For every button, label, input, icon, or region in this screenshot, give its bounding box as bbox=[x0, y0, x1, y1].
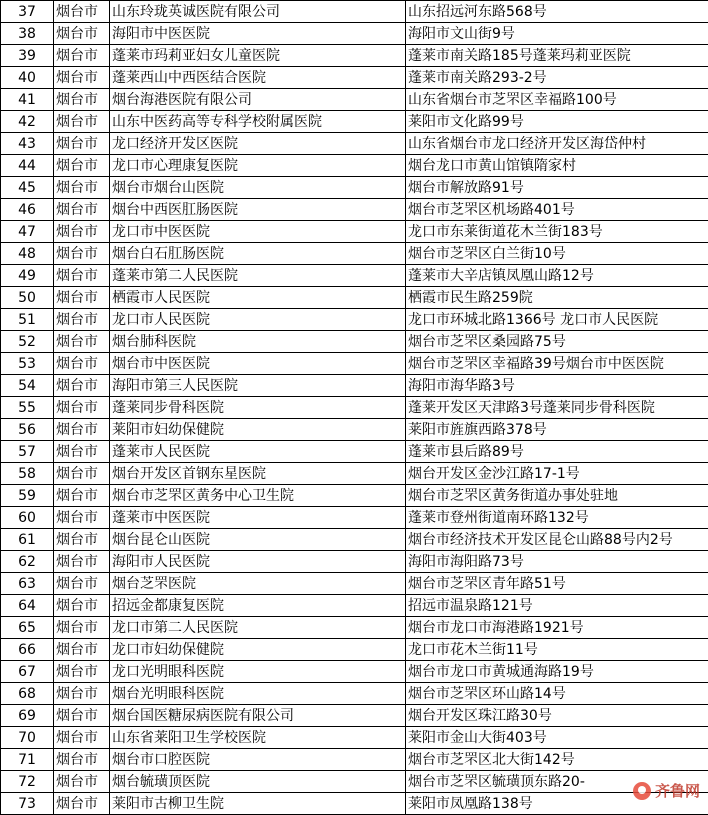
hospital-name-cell: 蓬莱市第二人民医院 bbox=[110, 265, 406, 287]
city-cell: 烟台市 bbox=[54, 243, 110, 265]
address-cell: 烟台市芝罘区青年路51号 bbox=[406, 573, 708, 595]
address-cell: 烟台市芝罘区环山路14号 bbox=[406, 683, 708, 705]
city-cell: 烟台市 bbox=[54, 441, 110, 463]
hospital-name-cell: 烟台海港医院有限公司 bbox=[110, 89, 406, 111]
city-cell: 烟台市 bbox=[54, 375, 110, 397]
city-cell: 烟台市 bbox=[54, 463, 110, 485]
table-row bbox=[1, 595, 708, 617]
row-number: 70 bbox=[1, 727, 54, 749]
table-row bbox=[1, 419, 708, 441]
table-row bbox=[1, 67, 708, 89]
city-cell: 烟台市 bbox=[54, 771, 110, 793]
row-number: 59 bbox=[1, 485, 54, 507]
city-cell: 烟台市 bbox=[54, 331, 110, 353]
table-row bbox=[1, 199, 708, 221]
row-number: 43 bbox=[1, 133, 54, 155]
hospital-name-cell: 烟台白石肛肠医院 bbox=[110, 243, 406, 265]
qilu-logo-icon bbox=[633, 782, 651, 800]
row-number: 46 bbox=[1, 199, 54, 221]
address-cell: 烟台市芝罘区白兰街10号 bbox=[406, 243, 708, 265]
city-cell: 烟台市 bbox=[54, 551, 110, 573]
hospital-name-cell: 龙口市妇幼保健院 bbox=[110, 639, 406, 661]
hospital-name-cell: 山东玲珑英诚医院有限公司 bbox=[110, 1, 406, 23]
hospital-name-cell: 龙口市第二人民医院 bbox=[110, 617, 406, 639]
row-number: 47 bbox=[1, 221, 54, 243]
hospital-name-cell: 烟台毓璜顶医院 bbox=[110, 771, 406, 793]
table-row bbox=[1, 705, 708, 727]
table-row bbox=[1, 683, 708, 705]
hospital-name-cell: 烟台开发区首钢东星医院 bbox=[110, 463, 406, 485]
table-row bbox=[1, 573, 708, 595]
table-row bbox=[1, 617, 708, 639]
city-cell: 烟台市 bbox=[54, 419, 110, 441]
address-cell: 蓬莱市县后路89号 bbox=[406, 441, 708, 463]
table-row bbox=[1, 331, 708, 353]
city-cell: 烟台市 bbox=[54, 23, 110, 45]
hospital-name-cell: 山东省莱阳卫生学校医院 bbox=[110, 727, 406, 749]
row-number: 50 bbox=[1, 287, 54, 309]
hospital-name-cell: 莱阳市妇幼保健院 bbox=[110, 419, 406, 441]
table-row bbox=[1, 23, 708, 45]
address-cell: 海阳市海阳路73号 bbox=[406, 551, 708, 573]
city-cell: 烟台市 bbox=[54, 507, 110, 529]
hospital-name-cell: 栖霞市人民医院 bbox=[110, 287, 406, 309]
row-number: 57 bbox=[1, 441, 54, 463]
table-row bbox=[1, 463, 708, 485]
hospital-name-cell: 烟台市烟台山医院 bbox=[110, 177, 406, 199]
city-cell: 烟台市 bbox=[54, 309, 110, 331]
address-cell: 烟台开发区珠江路30号 bbox=[406, 705, 708, 727]
table-row bbox=[1, 507, 708, 529]
address-cell: 蓬莱开发区天津路3号蓬莱同步骨科医院 bbox=[406, 397, 708, 419]
address-cell: 招远市温泉路121号 bbox=[406, 595, 708, 617]
table-row bbox=[1, 485, 708, 507]
address-cell: 莱阳市文化路99号 bbox=[406, 111, 708, 133]
address-cell: 烟台市龙口市海港路1921号 bbox=[406, 617, 708, 639]
city-cell: 烟台市 bbox=[54, 749, 110, 771]
table-row bbox=[1, 397, 708, 419]
hospital-name-cell: 蓬莱西山中西医结合医院 bbox=[110, 67, 406, 89]
table-row bbox=[1, 529, 708, 551]
city-cell: 烟台市 bbox=[54, 199, 110, 221]
table-row bbox=[1, 45, 708, 67]
address-cell: 烟台市经济技术开发区昆仑山路88号内2号 bbox=[406, 529, 708, 551]
hospital-table-body bbox=[1, 1, 708, 815]
hospital-name-cell: 烟台国医糖尿病医院有限公司 bbox=[110, 705, 406, 727]
address-cell: 烟台市芝罘区机场路401号 bbox=[406, 199, 708, 221]
row-number: 45 bbox=[1, 177, 54, 199]
hospital-name-cell: 烟台昆仑山医院 bbox=[110, 529, 406, 551]
address-cell: 烟台市龙口市黄城通海路19号 bbox=[406, 661, 708, 683]
city-cell: 烟台市 bbox=[54, 485, 110, 507]
city-cell: 烟台市 bbox=[54, 1, 110, 23]
hospital-name-cell: 龙口光明眼科医院 bbox=[110, 661, 406, 683]
table-row bbox=[1, 727, 708, 749]
address-cell: 莱阳市金山大街403号 bbox=[406, 727, 708, 749]
row-number: 58 bbox=[1, 463, 54, 485]
table-row bbox=[1, 309, 708, 331]
hospital-name-cell: 山东中医药高等专科学校附属医院 bbox=[110, 111, 406, 133]
address-cell: 蓬莱市登州街道南环路132号 bbox=[406, 507, 708, 529]
table-row bbox=[1, 661, 708, 683]
hospital-name-cell: 龙口市中医医院 bbox=[110, 221, 406, 243]
address-cell: 烟台龙口市黄山馆镇隋家村 bbox=[406, 155, 708, 177]
hospital-name-cell: 龙口市人民医院 bbox=[110, 309, 406, 331]
address-cell: 烟台市芝罘区桑园路75号 bbox=[406, 331, 708, 353]
table-row bbox=[1, 89, 708, 111]
address-cell: 蓬莱市南关路185号蓬莱玛莉亚医院 bbox=[406, 45, 708, 67]
table-row bbox=[1, 243, 708, 265]
table-row bbox=[1, 287, 708, 309]
row-number: 39 bbox=[1, 45, 54, 67]
row-number: 54 bbox=[1, 375, 54, 397]
row-number: 52 bbox=[1, 331, 54, 353]
table-row bbox=[1, 221, 708, 243]
row-number: 55 bbox=[1, 397, 54, 419]
table-row bbox=[1, 441, 708, 463]
row-number: 44 bbox=[1, 155, 54, 177]
city-cell: 烟台市 bbox=[54, 661, 110, 683]
table-row bbox=[1, 639, 708, 661]
row-number: 69 bbox=[1, 705, 54, 727]
row-number: 71 bbox=[1, 749, 54, 771]
row-number: 65 bbox=[1, 617, 54, 639]
row-number: 60 bbox=[1, 507, 54, 529]
row-number: 67 bbox=[1, 661, 54, 683]
city-cell: 烟台市 bbox=[54, 793, 110, 815]
address-cell: 海阳市文山街9号 bbox=[406, 23, 708, 45]
row-number: 42 bbox=[1, 111, 54, 133]
hospital-name-cell: 烟台市口腔医院 bbox=[110, 749, 406, 771]
city-cell: 烟台市 bbox=[54, 353, 110, 375]
city-cell: 烟台市 bbox=[54, 265, 110, 287]
city-cell: 烟台市 bbox=[54, 529, 110, 551]
hospital-name-cell: 烟台中西医肛肠医院 bbox=[110, 199, 406, 221]
table-row bbox=[1, 155, 708, 177]
hospital-name-cell: 海阳市中医医院 bbox=[110, 23, 406, 45]
hospital-name-cell: 莱阳市古柳卫生院 bbox=[110, 793, 406, 815]
city-cell: 烟台市 bbox=[54, 45, 110, 67]
row-number: 51 bbox=[1, 309, 54, 331]
table-row bbox=[1, 133, 708, 155]
address-cell: 龙口市花木兰街11号 bbox=[406, 639, 708, 661]
row-number: 40 bbox=[1, 67, 54, 89]
row-number: 72 bbox=[1, 771, 54, 793]
row-number: 56 bbox=[1, 419, 54, 441]
table-row bbox=[1, 375, 708, 397]
city-cell: 烟台市 bbox=[54, 705, 110, 727]
hospital-name-cell: 烟台光明眼科医院 bbox=[110, 683, 406, 705]
row-number: 66 bbox=[1, 639, 54, 661]
address-cell: 蓬莱市南关路293-2号 bbox=[406, 67, 708, 89]
address-cell: 莱阳市旌旗西路378号 bbox=[406, 419, 708, 441]
city-cell: 烟台市 bbox=[54, 683, 110, 705]
hospital-name-cell: 蓬莱市玛莉亚妇女儿童医院 bbox=[110, 45, 406, 67]
table-row bbox=[1, 551, 708, 573]
city-cell: 烟台市 bbox=[54, 617, 110, 639]
city-cell: 烟台市 bbox=[54, 287, 110, 309]
table-row bbox=[1, 265, 708, 287]
address-cell: 山东招远河东路568号 bbox=[406, 1, 708, 23]
city-cell: 烟台市 bbox=[54, 111, 110, 133]
city-cell: 烟台市 bbox=[54, 67, 110, 89]
hospital-name-cell: 烟台肺科医院 bbox=[110, 331, 406, 353]
city-cell: 烟台市 bbox=[54, 397, 110, 419]
hospital-name-cell: 烟台市中医医院 bbox=[110, 353, 406, 375]
address-cell: 烟台市芝罘区北大街142号 bbox=[406, 749, 708, 771]
city-cell: 烟台市 bbox=[54, 639, 110, 661]
hospital-name-cell: 烟台市芝罘区黄务中心卫生院 bbox=[110, 485, 406, 507]
address-cell: 龙口市东莱街道花木兰街183号 bbox=[406, 221, 708, 243]
hospital-name-cell: 龙口市心理康复医院 bbox=[110, 155, 406, 177]
hospital-name-cell: 海阳市人民医院 bbox=[110, 551, 406, 573]
city-cell: 烟台市 bbox=[54, 595, 110, 617]
address-cell: 烟台市解放路91号 bbox=[406, 177, 708, 199]
row-number: 48 bbox=[1, 243, 54, 265]
row-number: 62 bbox=[1, 551, 54, 573]
row-number: 41 bbox=[1, 89, 54, 111]
watermark-text: 齐鲁网 bbox=[654, 782, 700, 800]
row-number: 64 bbox=[1, 595, 54, 617]
address-cell: 莱阳市凤凰路138号 bbox=[406, 793, 708, 815]
table-row bbox=[1, 111, 708, 133]
address-cell: 烟台市芝罘区黄务街道办事处驻地 bbox=[406, 485, 708, 507]
city-cell: 烟台市 bbox=[54, 573, 110, 595]
row-number: 61 bbox=[1, 529, 54, 551]
row-number: 38 bbox=[1, 23, 54, 45]
hospital-name-cell: 烟台芝罘医院 bbox=[110, 573, 406, 595]
row-number: 37 bbox=[1, 1, 54, 23]
table-row bbox=[1, 177, 708, 199]
row-number: 53 bbox=[1, 353, 54, 375]
table-row bbox=[1, 749, 708, 771]
address-cell: 蓬莱市大辛店镇凤凰山路12号 bbox=[406, 265, 708, 287]
row-number: 68 bbox=[1, 683, 54, 705]
row-number: 63 bbox=[1, 573, 54, 595]
city-cell: 烟台市 bbox=[54, 133, 110, 155]
address-cell: 山东省烟台市芝罘区幸福路100号 bbox=[406, 89, 708, 111]
address-cell: 龙口市环城北路1366号 龙口市人民医院 bbox=[406, 309, 708, 331]
hospital-name-cell: 蓬莱市中医医院 bbox=[110, 507, 406, 529]
address-cell: 栖霞市民生路259院 bbox=[406, 287, 708, 309]
city-cell: 烟台市 bbox=[54, 89, 110, 111]
hospital-name-cell: 龙口经济开发区医院 bbox=[110, 133, 406, 155]
table-row bbox=[1, 771, 708, 793]
row-number: 49 bbox=[1, 265, 54, 287]
city-cell: 烟台市 bbox=[54, 727, 110, 749]
city-cell: 烟台市 bbox=[54, 177, 110, 199]
table-row bbox=[1, 1, 708, 23]
hospital-name-cell: 蓬莱同步骨科医院 bbox=[110, 397, 406, 419]
address-cell: 山东省烟台市龙口经济开发区海岱仲村 bbox=[406, 133, 708, 155]
table-row bbox=[1, 353, 708, 375]
table-row bbox=[1, 793, 708, 815]
city-cell: 烟台市 bbox=[54, 221, 110, 243]
row-number: 73 bbox=[1, 793, 54, 815]
hospital-name-cell: 招远金都康复医院 bbox=[110, 595, 406, 617]
hospital-name-cell: 蓬莱市人民医院 bbox=[110, 441, 406, 463]
address-cell: 烟台开发区金沙江路17-1号 bbox=[406, 463, 708, 485]
watermark bbox=[633, 780, 700, 801]
address-cell: 海阳市海华路3号 bbox=[406, 375, 708, 397]
city-cell: 烟台市 bbox=[54, 155, 110, 177]
address-cell: 烟台市芝罘区毓璜顶东路20- bbox=[406, 771, 708, 793]
hospital-name-cell: 海阳市第三人民医院 bbox=[110, 375, 406, 397]
address-cell: 烟台市芝罘区幸福路39号烟台市中医医院 bbox=[406, 353, 708, 375]
